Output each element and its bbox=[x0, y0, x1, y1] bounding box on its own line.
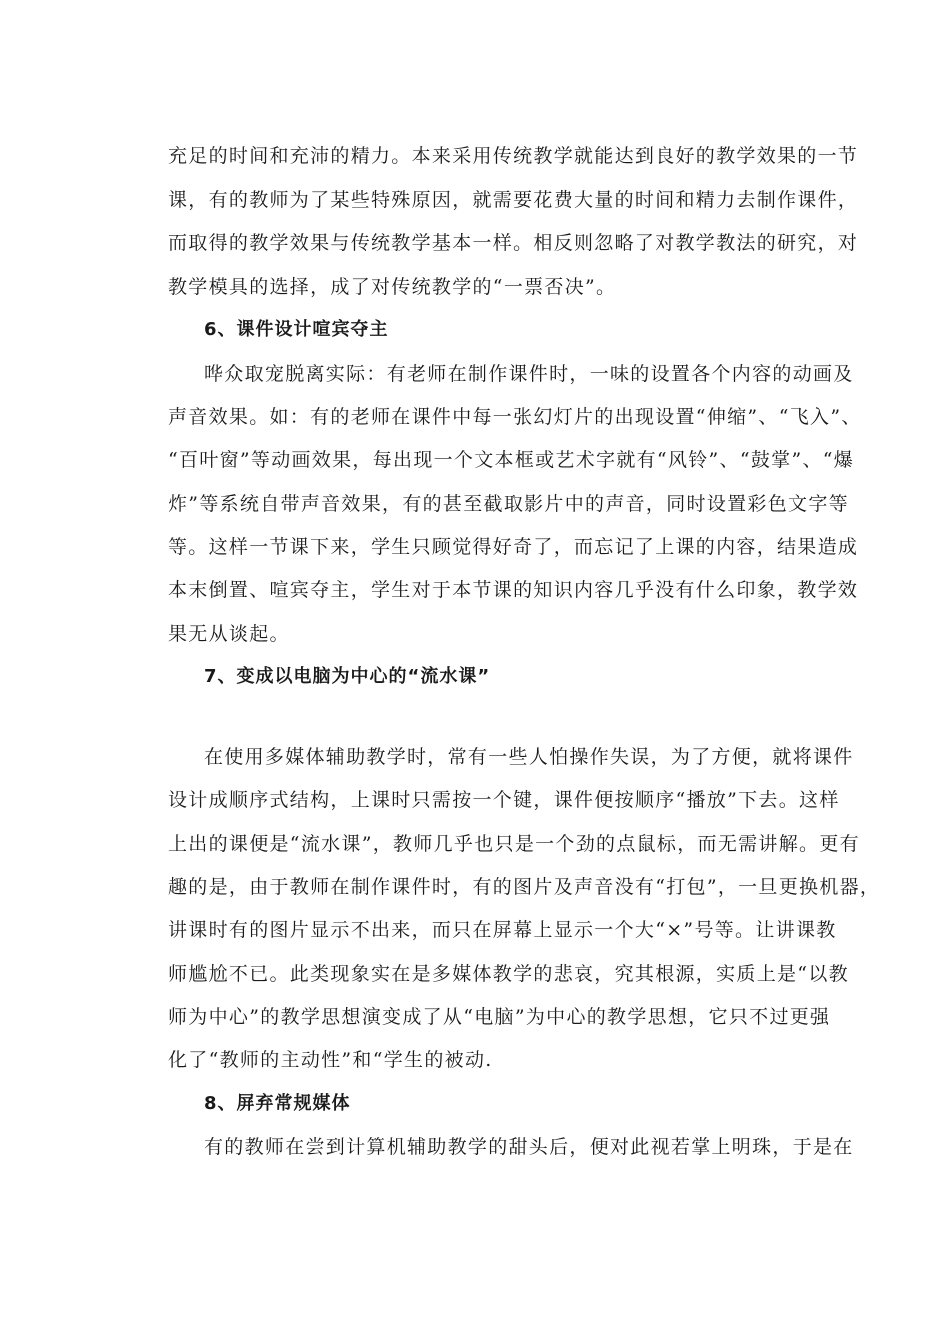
paragraph-line: 充足的时间和充沛的精力。本来采用传统教学就能达到良好的教学效果的一节 bbox=[168, 145, 859, 167]
paragraph-line: 哗众取宠脱离实际：有老师在制作课件时，一味的设置各个内容的动画及 bbox=[204, 363, 854, 385]
paragraph-line: 趣的是，由于教师在制作课件时，有的图片及声音没有“打包”，一旦更换机器， bbox=[168, 876, 881, 898]
section-heading-6: 6、课件设计喧宾夺主 bbox=[204, 319, 389, 340]
paragraph-line: 化了“教师的主动性”和“学生的被动. bbox=[168, 1049, 493, 1071]
paragraph-line: 上出的课便是“流水课”，教师几乎也只是一个劲的点鼠标，而无需讲解。更有 bbox=[168, 833, 860, 855]
paragraph-line: 有的教师在尝到计算机辅助教学的甜头后，便对此视若掌上明珠，于是在 bbox=[204, 1136, 854, 1158]
paragraph-line: 声音效果。如：有的老师在课件中每一张幻灯片的出现设置“伸缩”、“飞入”、 bbox=[168, 406, 862, 428]
paragraph-line: 在使用多媒体辅助教学时，常有一些人怕操作失误，为了方便，就将课件 bbox=[204, 746, 854, 768]
paragraph-line: 等。这样一节课下来，学生只顾觉得好奇了，而忘记了上课的内容，结果造成 bbox=[168, 536, 859, 558]
paragraph-line: 而取得的教学效果与传统教学基本一样。相反则忽略了对教学教法的研究，对 bbox=[168, 232, 859, 254]
paragraph-line: “百叶窗”等动画效果，每出现一个文本框或艺术字就有“风铃”、“鼓掌”、“爆 bbox=[168, 449, 855, 471]
paragraph-line: 果无从谈起。 bbox=[168, 623, 290, 645]
paragraph-line: 课，有的教师为了某些特殊原因，就需要花费大量的时间和精力去制作课件， bbox=[168, 189, 859, 211]
paragraph-line: 本末倒置、喧宾夺主，学生对于本节课的知识内容几乎没有什么印象，教学效 bbox=[168, 579, 859, 601]
section-heading-8: 8、屏弃常规媒体 bbox=[204, 1093, 351, 1114]
paragraph-line: 设计成顺序式结构，上课时只需按一个键，课件便按顺序“播放”下去。这样 bbox=[168, 789, 840, 811]
paragraph-line: 师为中心”的教学思想演变成了从“电脑”为中心的教学思想，它只不过更强 bbox=[168, 1006, 831, 1028]
paragraph-line: 师尴尬不已。此类现象实在是多媒体教学的悲哀，究其根源，实质上是“以教 bbox=[168, 963, 849, 985]
paragraph-line: 炸”等系统自带声音效果，有的甚至截取影片中的声音，同时设置彩色文字等 bbox=[168, 493, 849, 515]
paragraph-line: 教学模具的选择，成了对传统教学的“一票否决”。 bbox=[168, 276, 617, 298]
paragraph-line: 讲课时有的图片显示不出来，而只在屏幕上显示一个大“×”号等。让讲课教 bbox=[168, 919, 837, 941]
section-heading-7: 7、变成以电脑为中心的“流水课” bbox=[204, 666, 491, 687]
